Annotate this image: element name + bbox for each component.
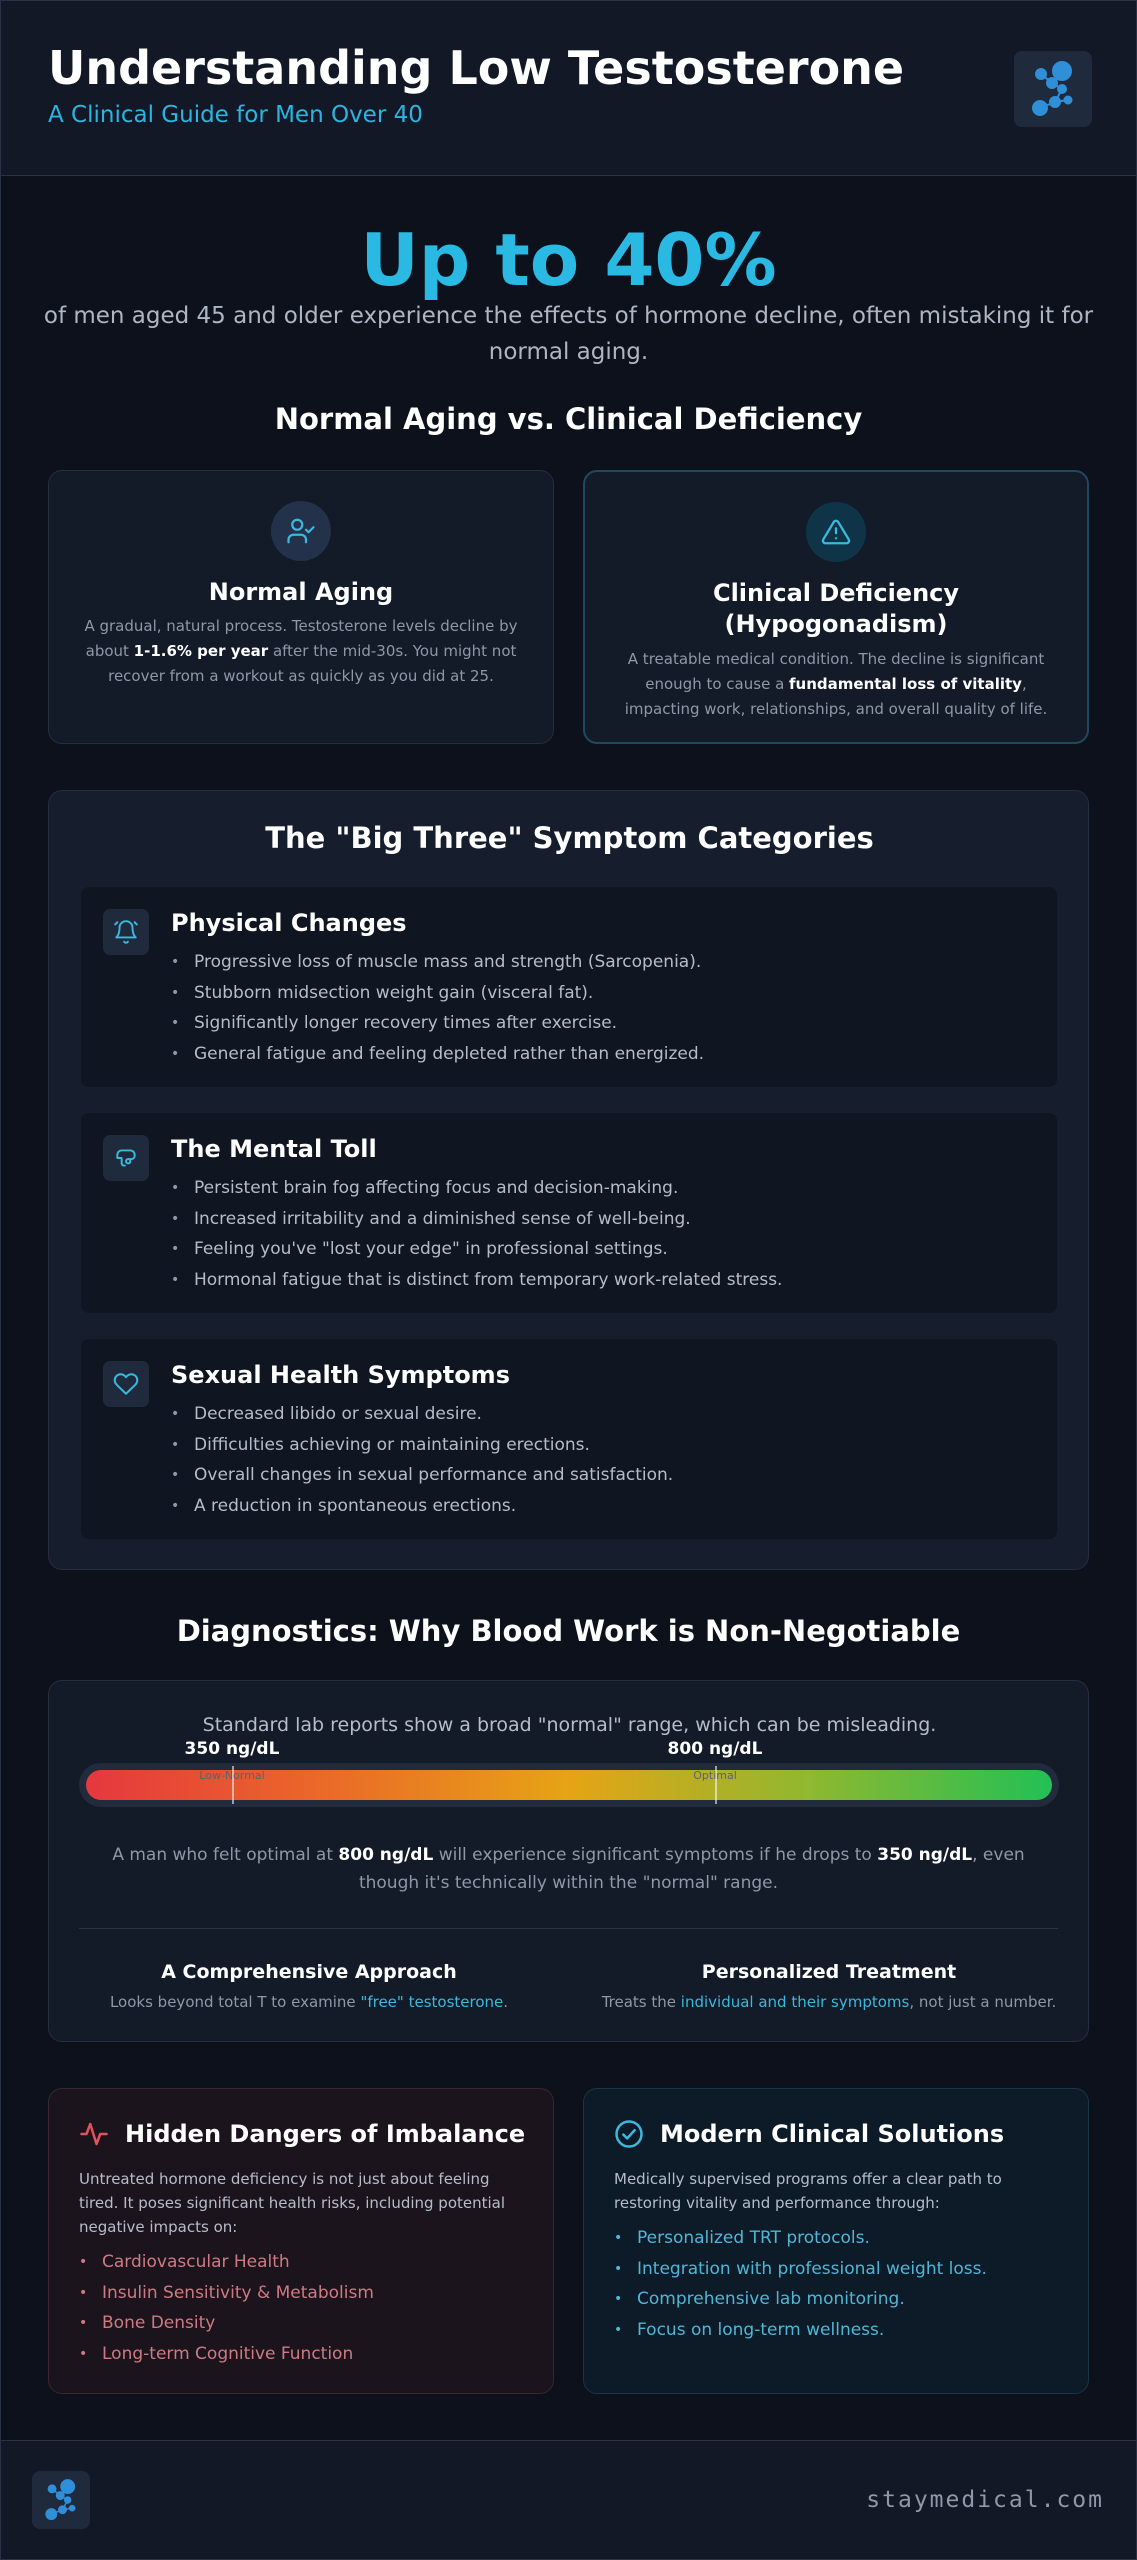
solutions-text: Medically supervised programs offer a clear path to restoring vitality and performance through: [614,2170,1002,2212]
treatment-text: Treats the individual and their symptoms, not just a number. [601,1993,1057,2011]
dangers-list [79,2247,374,2369]
treatment-block [599,1961,1059,2011]
symptom-categories-panel [48,790,1089,1570]
list-item: • Personalized TRT protocols. [614,2223,987,2254]
page-title: Understanding Low Testosterone [48,41,905,95]
list-item: • Bone Density [79,2308,374,2339]
normal-aging-text: A gradual, natural process. Testosterone levels decline by about 1-1.6% per year after the mid-30s. You might not recover from a workout as quickly as you did at 25. [84,617,518,685]
list-item: • Feeling you've "lost your edge" in professional settings. [171,1234,782,1265]
list-item: • Progressive loss of muscle mass and strength (Sarcopenia). [171,947,704,978]
clinical-deficiency-card [583,470,1089,744]
dangers-card [48,2088,554,2394]
symptom-list [171,1399,673,1521]
user-check-icon [271,501,331,561]
molecule-icon [1014,51,1092,127]
dangers-text: Untreated hormone deficiency is not just about feeling tired. It poses significant health risks, including potential negative impacts on: [79,2170,506,2236]
list-item: • Integration with professional weight loss. [614,2254,987,2285]
list-item: • Insulin Sensitivity & Metabolism [79,2278,374,2309]
solutions-title: Modern Clinical Solutions [660,2120,1005,2148]
range-low-label: 350 ng/dL [184,1739,280,1759]
clinical-deficiency-text: A treatable medical condition. The decline is significant enough to cause a fundamental loss of vitality, impacting work, relationships, and overall quality of life. [624,650,1048,718]
approach-block [79,1961,539,2011]
range-high-label: 800 ng/dL [667,1739,763,1759]
symptom-title: Physical Changes [171,909,407,937]
list-item: • Persistent brain fog affecting focus and decision-making. [171,1173,782,1204]
symptom-list [171,1173,782,1295]
check-circle-icon [614,2119,644,2149]
list-item: • Significantly longer recovery times after exercise. [171,1008,704,1039]
list-item: • Overall changes in sexual performance and satisfaction. [171,1460,673,1491]
list-item: • Increased irritability and a diminished sense of well-being. [171,1204,782,1235]
range-high-sublabel: Optimal [693,1769,737,1782]
list-item: • Difficulties achieving or maintaining erections. [171,1430,673,1461]
approach-title: A Comprehensive Approach [161,1961,457,1983]
list-item: • Focus on long-term wellness. [614,2315,987,2346]
list-item: • General fatigue and feeling depleted rather than energized. [171,1039,704,1070]
symptom-list [171,947,704,1069]
divider [79,1928,1058,1929]
dangers-heading [79,2119,525,2149]
bell-icon [103,909,149,955]
molecule-icon [32,2471,90,2529]
footer-site-link[interactable]: staymedical.com [866,2487,1104,2513]
diagnostics-intro: Standard lab reports show a broad "normal" range, which can be misleading. [202,1714,937,1736]
list-item: • Decreased libido or sexual desire. [171,1399,673,1430]
diagnostics-panel [48,1680,1089,2042]
symptom-card-mental [81,1113,1057,1313]
approach-text: Looks beyond total T to examine "free" testosterone. [109,1993,509,2011]
footer-logo [32,2471,90,2529]
symptom-title: Sexual Health Symptoms [171,1361,510,1389]
solutions-heading [614,2119,1004,2149]
symptom-card-sexual [81,1339,1057,1539]
solutions-card [583,2088,1089,2394]
header [1,1,1136,176]
symptom-card-physical [81,887,1057,1087]
symptom-categories-title: The "Big Three" Symptom Categories [265,821,874,855]
list-item: • Stubborn midsection weight gain (visceral fat). [171,978,704,1009]
solutions-list [614,2223,987,2345]
diagnostics-note: A man who felt optimal at 800 ng/dL will experience significant symptoms if he drops to 350 ng/dL, even though it's technically within the "normal" range. [112,1845,1025,1893]
symptom-title: The Mental Toll [171,1135,377,1163]
logo [1014,51,1092,127]
normal-aging-card [48,470,554,744]
diagnostics-title: Diagnostics: Why Blood Work is Non-Negotiable [176,1614,961,1648]
treatment-title: Personalized Treatment [701,1961,957,1983]
list-item: • A reduction in spontaneous erections. [171,1491,673,1522]
list-item: • Cardiovascular Health [79,2247,374,2278]
dangers-title: Hidden Dangers of Imbalance [125,2120,526,2148]
list-item: • Hormonal fatigue that is distinct from temporary work-related stress. [171,1265,782,1296]
footer [1,2440,1136,2559]
warning-triangle-icon [806,502,866,562]
stat-description: of men aged 45 and older experience the effects of hormone decline, often mistaking it for normal aging. [43,303,1094,365]
list-item: • Comprehensive lab monitoring. [614,2284,987,2315]
range-low-sublabel: Low-Normal [199,1769,265,1782]
comparison-title: Normal Aging vs. Clinical Deficiency [274,402,863,436]
brain-icon [103,1135,149,1181]
page-subtitle: A Clinical Guide for Men Over 40 [48,102,423,128]
clinical-deficiency-title: Clinical Deficiency (Hypogonadism) [712,579,960,638]
pulse-icon [79,2119,109,2149]
normal-aging-title: Normal Aging [208,578,394,606]
heart-icon [103,1361,149,1407]
stat-value: Up to 40% [360,218,777,302]
list-item: • Long-term Cognitive Function [79,2339,374,2370]
